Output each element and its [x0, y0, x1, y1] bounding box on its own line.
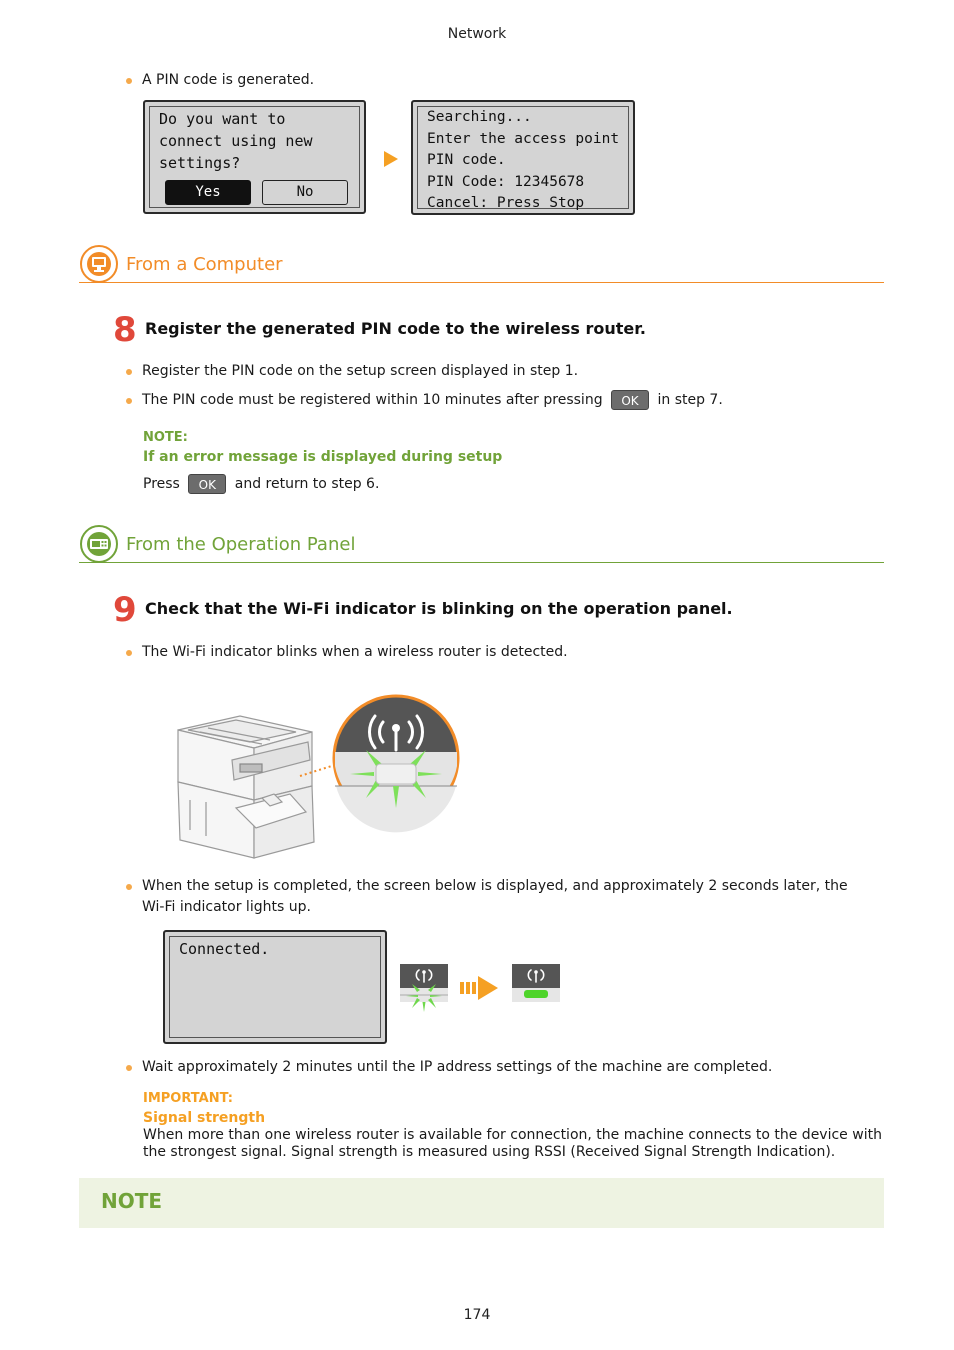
section-heading-computer [80, 245, 283, 283]
important-label: IMPORTANT: [143, 1091, 233, 1106]
note-text-part: and return to step 6. [234, 476, 380, 492]
lcd-line: connect using new [159, 132, 313, 150]
computer-icon [80, 245, 118, 283]
bullet-text: Register the PIN code on the setup screen displayed in step 1. [142, 363, 579, 379]
running-header: Network [447, 26, 507, 42]
bullet-dot [126, 650, 132, 656]
lcd-no-button: No [262, 180, 348, 205]
section-divider [79, 282, 884, 283]
step-number: 9 [113, 590, 137, 630]
note-banner [79, 1178, 884, 1228]
bullet-text: When the setup is completed, the screen below is displayed, and approximately 2 seconds later, the Wi-Fi indicator lights up. [142, 878, 848, 915]
arrow-right-icon [383, 150, 399, 168]
lcd-line: PIN Code: 12345678 [427, 173, 585, 190]
step-title: Check that the Wi-Fi indicator is blinking on the operation panel. [145, 599, 733, 618]
lcd-line: Connected. [179, 940, 270, 958]
lcd-line: settings? [159, 154, 241, 172]
bullet-text: A PIN code is generated. [142, 72, 315, 88]
list-item [126, 642, 568, 663]
section-title: From the Operation Panel [126, 533, 356, 555]
ok-key-icon: OK [188, 474, 226, 494]
wifi-blinking-icon [400, 964, 448, 1012]
wifi-status-transition [398, 962, 564, 1012]
bullet-dot [126, 884, 132, 890]
bullet-dot [126, 1065, 132, 1071]
list-item [126, 876, 866, 918]
lcd-line: Do you want to [159, 110, 286, 128]
note-subtitle: If an error message is displayed during setup [143, 449, 503, 465]
arrow-right-icon [460, 976, 498, 1000]
lcd-connected-screen [163, 930, 387, 1044]
bullet-text [142, 390, 723, 411]
step-number: 8 [113, 310, 137, 350]
wifi-lit-icon [512, 964, 560, 1002]
list-item [126, 390, 723, 411]
important-subtitle: Signal strength [143, 1110, 266, 1126]
printer-icon [178, 716, 314, 858]
operation-panel-icon [80, 525, 118, 563]
lcd-confirm-screen [143, 100, 366, 214]
list-item [126, 70, 314, 91]
lcd-line: Cancel: Press Stop [427, 195, 585, 211]
lcd-yes-button: Yes [165, 180, 251, 205]
section-divider [79, 562, 884, 563]
lcd-searching-screen [411, 100, 635, 215]
bullet-dot [126, 398, 132, 404]
note-label: NOTE: [143, 430, 188, 445]
note-text-part: Press [143, 476, 180, 492]
page-number: 174 [463, 1307, 491, 1323]
list-item [126, 1057, 772, 1078]
lcd-line: Enter the access point [427, 130, 620, 147]
list-item [126, 361, 578, 382]
section-title: From a Computer [126, 253, 283, 275]
note-text [143, 474, 379, 495]
printer-illustration [170, 690, 465, 862]
bullet-text: The Wi-Fi indicator blinks when a wireless router is detected. [142, 644, 568, 660]
important-text: When more than one wireless router is available for connection, the machine connects to the device with the strongest signal. Signal strength is measured using RSSI (Received Signal Strength Indication). [143, 1127, 882, 1160]
lcd-line: PIN code. [427, 152, 506, 168]
lcd-line: Searching... [427, 109, 532, 125]
bullet-dot [126, 78, 132, 84]
bullet-dot [126, 369, 132, 375]
bullet-text: Wait approximately 2 minutes until the IP address settings of the machine are completed. [142, 1059, 773, 1075]
wifi-indicator-zoom [334, 696, 458, 832]
section-heading-panel [80, 525, 355, 563]
bullet-text-part: The PIN code must be registered within 10 minutes after pressing [142, 392, 603, 408]
ok-key-icon: OK [611, 390, 649, 410]
step-title: Register the generated PIN code to the wireless router. [145, 319, 646, 338]
note-banner-label: NOTE [101, 1189, 163, 1213]
bullet-text-part: in step 7. [657, 392, 723, 408]
